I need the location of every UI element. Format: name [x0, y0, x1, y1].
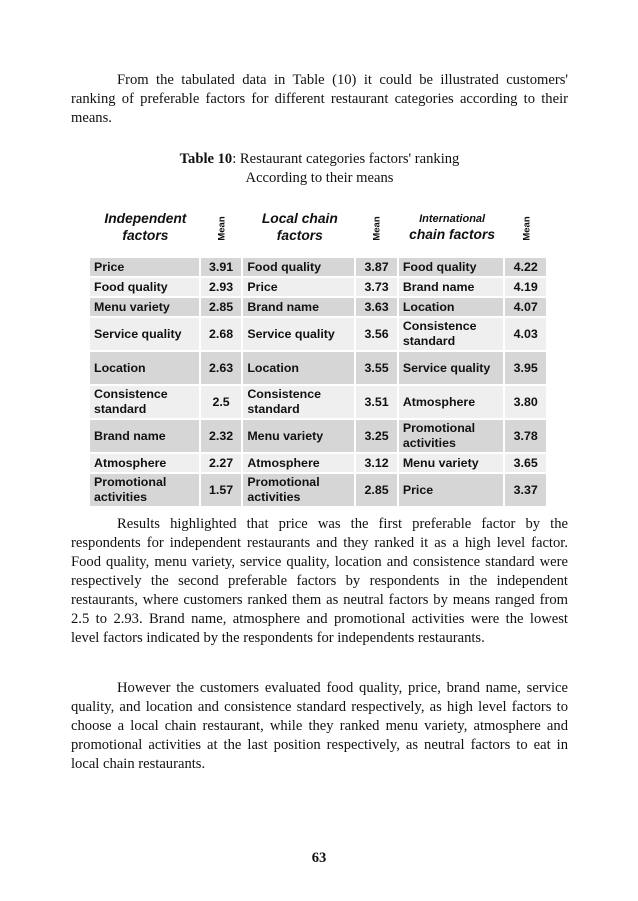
local-factor-cell: Price [243, 278, 356, 296]
independent-mean-cell: 3.91 [201, 258, 244, 276]
independent-mean-cell: 2.93 [201, 278, 244, 296]
local-factor-cell: Consistence standard [243, 386, 356, 418]
independent-factor-cell: Consistence standard [90, 386, 201, 418]
caption-line-1 [71, 150, 568, 169]
intro-paragraph: From the tabulated data in Table (10) it could be illustrated customers' ranking of preferable factors for different restaurant categories according to their means. [71, 72, 568, 126]
independent-mean-cell: 2.85 [201, 298, 244, 316]
table-row [90, 318, 548, 350]
international-mean-cell: 4.07 [505, 298, 548, 316]
table-row [90, 352, 548, 384]
header-mean-label: Mean [372, 216, 384, 241]
caption-line-2: According to their means [245, 170, 394, 186]
international-factor-cell: Price [399, 474, 506, 506]
local-mean-cell: 3.73 [356, 278, 399, 296]
international-factor-cell: Promotional activities [399, 420, 506, 452]
table-row [90, 278, 548, 296]
table-row [90, 420, 548, 452]
table-body [90, 258, 548, 506]
table-header-row [90, 198, 548, 256]
local-mean-cell: 3.12 [356, 454, 399, 472]
international-mean-cell: 4.19 [505, 278, 548, 296]
factors-ranking-table [90, 196, 548, 508]
table-row [90, 474, 548, 506]
independent-mean-cell: 1.57 [201, 474, 244, 506]
header-international-label: International [419, 212, 486, 225]
local-factor-cell: Brand name [243, 298, 356, 316]
international-mean-cell: 3.65 [505, 454, 548, 472]
header-mean-independent [201, 198, 244, 256]
international-factor-cell: Brand name [399, 278, 506, 296]
caption-title: : Restaurant categories factors' ranking [232, 151, 460, 167]
caption-label: Table 10 [179, 151, 233, 167]
international-factor-cell: Service quality [399, 352, 506, 384]
local-factor-cell: Food quality [243, 258, 356, 276]
international-factor-cell: Menu variety [399, 454, 506, 472]
table-caption [71, 150, 568, 188]
local-mean-cell: 3.51 [356, 386, 399, 418]
header-chain-factors-label: chain factors [409, 226, 496, 242]
local-factor-cell: Service quality [243, 318, 356, 350]
table-row [90, 454, 548, 472]
local-mean-cell: 3.87 [356, 258, 399, 276]
local-factor-cell: Atmosphere [243, 454, 356, 472]
independent-factor-cell: Service quality [90, 318, 201, 350]
independent-factor-cell: Brand name [90, 420, 201, 452]
independent-factor-cell: Menu variety [90, 298, 201, 316]
international-mean-cell: 3.78 [505, 420, 548, 452]
international-factor-cell: Food quality [399, 258, 506, 276]
header-local-chain-factors: Local chain factors [243, 198, 356, 256]
local-factor-cell: Location [243, 352, 356, 384]
independent-factor-cell: Promotional activities [90, 474, 201, 506]
local-mean-cell: 3.63 [356, 298, 399, 316]
table-row [90, 298, 548, 316]
table-row [90, 258, 548, 276]
independent-mean-cell: 2.63 [201, 352, 244, 384]
international-mean-cell: 3.80 [505, 386, 548, 418]
independent-mean-cell: 2.5 [201, 386, 244, 418]
header-international-chain-factors [399, 198, 506, 256]
local-mean-cell: 3.25 [356, 420, 399, 452]
independent-mean-cell: 2.27 [201, 454, 244, 472]
international-mean-cell: 4.03 [505, 318, 548, 350]
results-paragraph: Results highlighted that price was the first preferable factor by the respondents for independent restaurants and they ranked it as a high level factor. Food quality, menu variety, service quality, location and consistence standard were respectively the second preferable factors by respondents in the independent restaurants, where customers ranked them as neutral factors by means ranged from 2.5 to 2.93. Brand name, atmosphere and promotional activities were the lowest level factors indicated by the respondents for independents restaurants. [71, 516, 568, 646]
local-mean-cell: 3.56 [356, 318, 399, 350]
international-mean-cell: 4.22 [505, 258, 548, 276]
international-factor-cell: Consistence standard [399, 318, 506, 350]
table-row [90, 386, 548, 418]
local-mean-cell: 3.55 [356, 352, 399, 384]
independent-factor-cell: Atmosphere [90, 454, 201, 472]
independent-factor-cell: Food quality [90, 278, 201, 296]
page-number: 63 [311, 850, 327, 866]
local-factor-cell: Promotional activities [243, 474, 356, 506]
local-factor-cell: Menu variety [243, 420, 356, 452]
international-factor-cell: Atmosphere [399, 386, 506, 418]
international-factor-cell: Location [399, 298, 506, 316]
header-mean-label: Mean [521, 216, 533, 241]
header-mean-international [505, 198, 548, 256]
international-mean-cell: 3.37 [505, 474, 548, 506]
header-mean-local [356, 198, 399, 256]
header-independent-factors: Independent factors [90, 198, 201, 256]
independent-factor-cell: Price [90, 258, 201, 276]
local-mean-cell: 2.85 [356, 474, 399, 506]
independent-factor-cell: Location [90, 352, 201, 384]
however-paragraph: However the customers evaluated food quality, price, brand name, service quality, and location and consistence standard respectively, as high level factors to choose a local chain restaurant, while they ranked menu variety, atmosphere and promotional activities at the last position respectively, as neutral factors to eat in local chain restaurants. [71, 680, 568, 772]
international-mean-cell: 3.95 [505, 352, 548, 384]
header-mean-label: Mean [216, 216, 228, 241]
independent-mean-cell: 2.68 [201, 318, 244, 350]
independent-mean-cell: 2.32 [201, 420, 244, 452]
